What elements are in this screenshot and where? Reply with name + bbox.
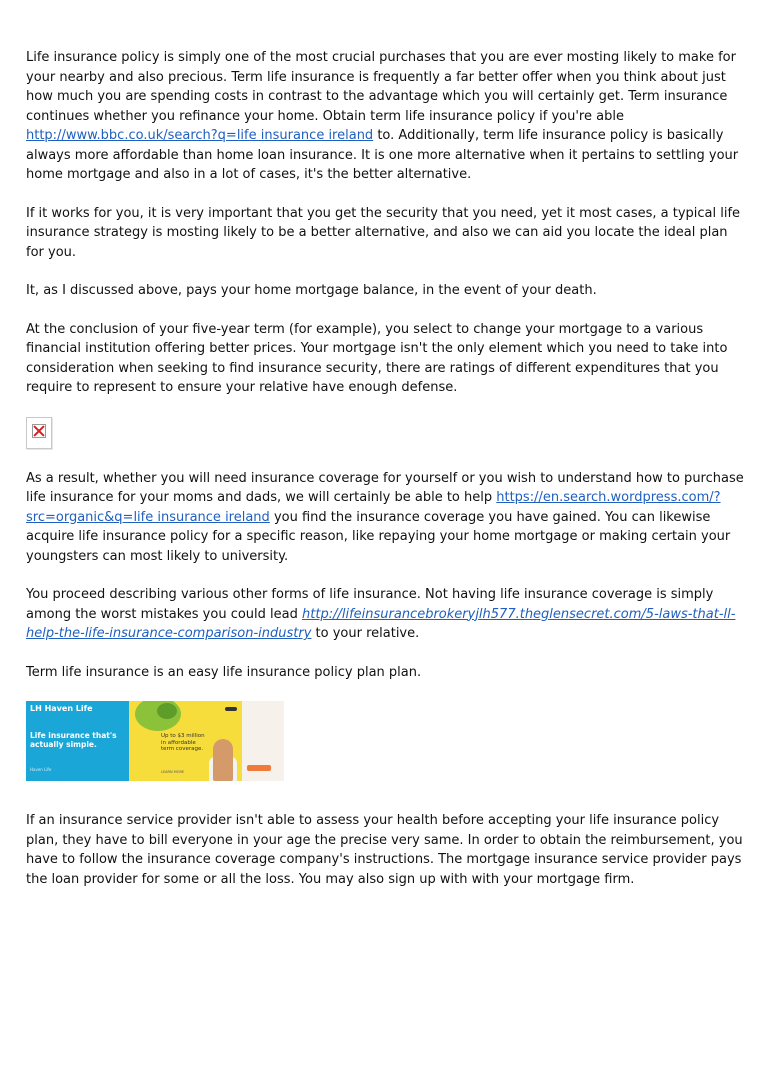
ad-learn-more: LEARN MORE [161, 770, 185, 774]
paragraph-1: Life insurance policy is simply one of the most crucial purchases that you are ever mosting likely to make for your nearby and also precious. Term life insurance is frequently a far better offer when you think about just how much you are spending costs in contrast to the advantage which you will certainly get. Term insurance continues whether you refinance your home. Obtain term life insurance policy if you're able http://www.bbc.co.uk/search?q=life insurance ireland to. Additionally, term life insurance policy is basically always more affordable than home loan insurance. It is one more alternative when it pertains to settling your home mortgage and also in a lot of cases, it's the better alternative. [26, 50, 739, 182]
paragraph-5: As a result, whether you will need insurance coverage for yourself or you wish to understand how to purchase life insurance for your moms and dads, we will certainly be able to help https://en.search.wordpress.com/?src=organic&q=life insurance ireland you find the insurance coverage you have gained. You can likewise acquire life insurance policy for a specific reason, like repaying your home mortgage or making certain your youngsters can most likely to university. [26, 470, 744, 564]
ad-headline: Life insurance that's actually simple. [30, 731, 117, 749]
document-body [26, 48, 746, 908]
glensecret-link[interactable]: http://lifeinsurancebrokeryjlh577.theglensecret.com/5-laws-that-ll-help-the-life-insurance-comparison-industry [26, 606, 736, 641]
paragraph-6: You proceed describing various other forms of life insurance. Not having life insurance coverage is simply among the worst mistakes you could lead http://lifeinsurancebrokeryjlh577.theglensecret.com/5-laws-that-ll-help-the-life-insurance-comparison-industry to your relative. [26, 587, 736, 641]
plane-icon [225, 707, 237, 711]
wordpress-search-link[interactable]: https://en.search.wordpress.com/?src=organic&q=life insurance ireland [26, 490, 721, 525]
red-x-icon [32, 424, 46, 438]
paragraph-3: It, as I discussed above, pays your home mortgage balance, in the event of your death. [26, 283, 597, 298]
bbc-search-link[interactable]: http://www.bbc.co.uk/search?q=life insurance ireland [26, 128, 374, 143]
ad-cta-button[interactable] [247, 765, 271, 771]
ad-middle-panel [129, 701, 242, 781]
person-graphic [213, 739, 233, 781]
ad-subtext: Haven Life [30, 767, 52, 772]
paragraph-8: If an insurance service provider isn't able to assess your health before accepting your life insurance policy plan, they have to bill everyone in your age the precise very same. In order to obtain the reimbursement, you have to follow the insurance coverage company's instructions. The mortgage insurance service provider pays the loan provider for some or all the loss. You may also sign up with with your mortgage firm. [26, 813, 743, 887]
ad-right-panel [242, 701, 284, 781]
broken-image-icon [26, 417, 52, 449]
leaf-graphic-small [157, 703, 177, 719]
paragraph-7: Term life insurance is an easy life insurance policy plan plan. [26, 664, 422, 680]
insurance-ad-banner[interactable] [26, 701, 284, 781]
ad-logo: LH Haven Life [30, 704, 93, 713]
paragraph-4: At the conclusion of your five-year term (for example), you select to change your mortgage to a various financial institution offering better prices. Your mortgage isn't the only element which you need to take into consideration when seeking to find insurance security, there are ratings of different expenditures that you require to represent to ensure your relative have enough defense. [26, 321, 728, 395]
ad-coverage-text: Up to $3 million in affordable term coverage. [161, 733, 205, 752]
ad-left-panel [26, 701, 129, 781]
paragraph-2: If it works for you, it is very important that you get the security that you need, yet it most cases, a typical life insurance strategy is mosting likely to be a better alternative, and also we can aid you locate the ideal plan for you. [26, 205, 741, 260]
